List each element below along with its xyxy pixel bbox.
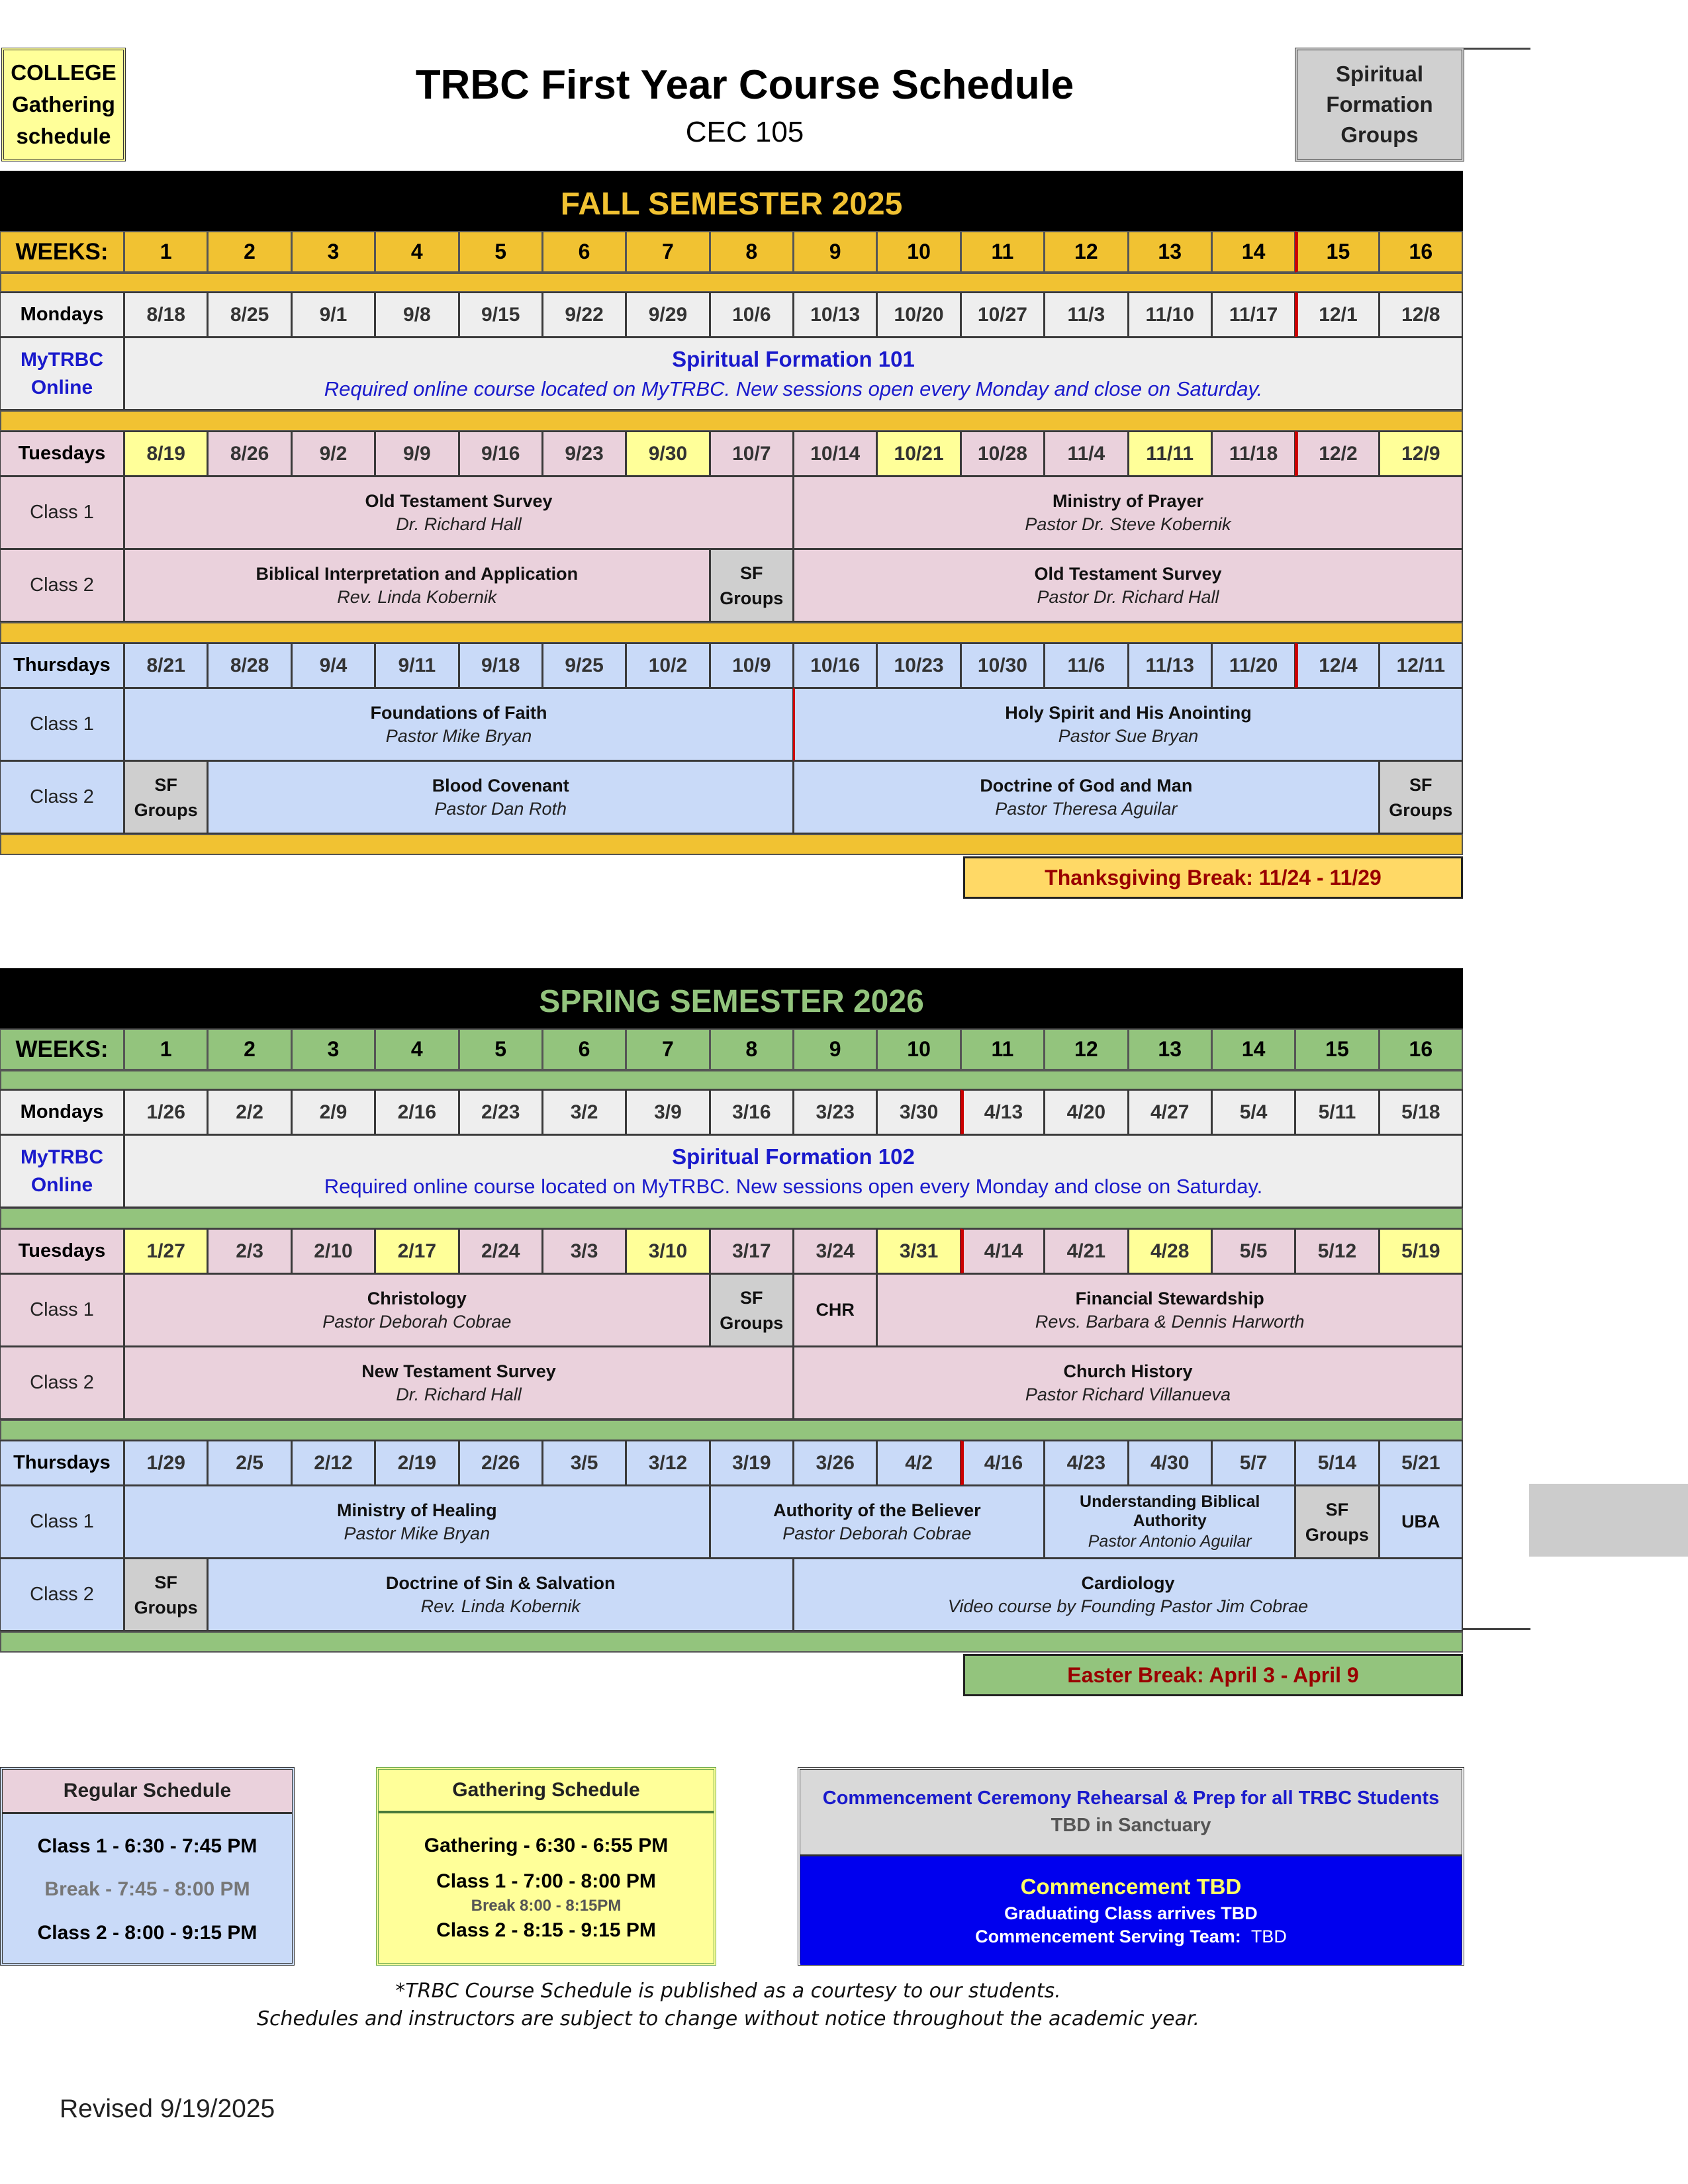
rehearsal-location: TBD in Sanctuary (1051, 1815, 1211, 1836)
sf-groups-cell (710, 549, 794, 622)
course-instructor: Pastor Antonio Aguilar (1088, 1532, 1252, 1551)
date-cell: 5/12 (1295, 1228, 1379, 1274)
course-instructor: Rev. Linda Kobernik (337, 586, 497, 607)
gathering-label: Gathering (12, 92, 115, 116)
date-cell: 2/5 (207, 1440, 291, 1486)
class2-label: Class 2 (0, 760, 124, 834)
course-cell (793, 1346, 1463, 1420)
course-cell (793, 688, 1463, 761)
course-cell (207, 1558, 794, 1631)
week-number: 1 (124, 231, 208, 273)
date-cell: 9/22 (542, 292, 626, 338)
course-instructor: Video course by Founding Pastor Jim Cobrae (947, 1596, 1309, 1616)
online-course-cell (124, 1134, 1463, 1208)
date-cell: 3/3 (542, 1228, 626, 1274)
groups-label: Groups (1340, 122, 1419, 147)
course-cell (793, 1273, 877, 1347)
course-cell (1379, 1485, 1463, 1559)
date-cell: 4/14 (961, 1228, 1045, 1274)
date-cell: 5/7 (1211, 1440, 1295, 1486)
spiritual-formation-groups-box (1295, 48, 1464, 161)
course-cell (124, 688, 794, 761)
date-cell: 11/3 (1044, 292, 1128, 338)
spring-weeks-row (0, 1029, 1463, 1070)
week-number: 6 (542, 231, 626, 273)
date-cell: 2/17 (375, 1228, 459, 1274)
sf-label: SF (154, 1572, 177, 1592)
date-cell: 9/18 (459, 643, 543, 688)
course-title: Old Testament Survey (1034, 563, 1222, 584)
revised-date: Revised 9/19/2025 (60, 2095, 275, 2123)
online-label: Online (30, 376, 93, 398)
date-cell: 12/1 (1295, 292, 1379, 338)
mondays-label: Mondays (0, 292, 124, 338)
date-cell: 11/18 (1211, 431, 1295, 477)
college-label: COLLEGE (11, 60, 117, 85)
date-cell: 2/24 (459, 1228, 543, 1274)
spring-rule (1463, 1628, 1530, 1630)
week-number: 3 (291, 231, 375, 273)
commencement-arrival: Graduating Class arrives TBD (1004, 1903, 1258, 1923)
online-course-desc: Required online course located on MyTRBC. New sessions open every Monday and close on Saturday. (324, 377, 1263, 400)
date-cell: 10/6 (710, 292, 794, 338)
spring-separator (0, 1420, 1463, 1441)
date-cell: 5/5 (1211, 1228, 1295, 1274)
date-cell: 12/2 (1295, 431, 1379, 477)
date-cell: 3/12 (626, 1440, 710, 1486)
course-title: Ministry of Prayer (1052, 490, 1204, 511)
course-cell (793, 476, 1463, 549)
date-cell: 5/14 (1295, 1440, 1379, 1486)
fall-separator (0, 410, 1463, 432)
groups-label: Groups (134, 1597, 198, 1617)
week-number: 12 (1044, 231, 1128, 273)
class2-label: Class 2 (0, 549, 124, 622)
date-cell: 2/10 (291, 1228, 375, 1274)
date-cell: 9/1 (291, 292, 375, 338)
class2-label: Class 2 (0, 1346, 124, 1420)
sf-groups-cell (124, 1558, 208, 1631)
course-instructor: Pastor Mike Bryan (344, 1523, 491, 1543)
thanksgiving-break-note: Thanksgiving Break: 11/24 - 11/29 (963, 856, 1463, 899)
date-cell: 11/10 (1128, 292, 1212, 338)
class1-label: Class 1 (0, 1273, 124, 1347)
date-cell: 4/13 (961, 1089, 1045, 1135)
regular-break-time: Break - 7:45 - 8:00 PM (44, 1878, 250, 1900)
sf-label: SF (1409, 774, 1432, 795)
date-cell: 1/27 (124, 1228, 208, 1274)
mytrbc-online-label (0, 1134, 124, 1208)
date-cell: 3/10 (626, 1228, 710, 1274)
week-number: 14 (1211, 231, 1295, 273)
date-cell: 8/18 (124, 292, 208, 338)
date-cell: 10/30 (961, 643, 1045, 688)
online-course-desc: Required online course located on MyTRBC. New sessions open every Monday and close on Saturday. (324, 1174, 1263, 1198)
fall-mondays-row (0, 293, 1463, 338)
spring-semester-title: SPRING SEMESTER 2026 (0, 968, 1463, 1029)
course-title: Understanding Biblical Authority (1080, 1492, 1260, 1530)
week-number: 11 (961, 1028, 1045, 1070)
date-cell: 3/16 (710, 1089, 794, 1135)
date-cell: 3/23 (793, 1089, 877, 1135)
date-cell: 10/14 (793, 431, 877, 477)
course-title: Christology (367, 1288, 467, 1308)
course-title: Blood Covenant (432, 775, 569, 796)
fall-thu-class2-row (0, 761, 1463, 834)
date-cell: 1/26 (124, 1089, 208, 1135)
fall-thursdays-row (0, 643, 1463, 688)
college-gathering-box (1, 48, 126, 161)
date-cell: 11/4 (1044, 431, 1128, 477)
fall-separator (0, 834, 1463, 855)
date-cell: 2/3 (207, 1228, 291, 1274)
thursdays-label: Thursdays (0, 643, 124, 688)
footnote-line1: *TRBC Course Schedule is published as a courtesy to our students. (395, 1979, 1061, 2003)
week-number: 8 (710, 231, 794, 273)
course-title: Church History (1063, 1361, 1193, 1381)
date-cell: 3/30 (876, 1089, 961, 1135)
groups-label: Groups (134, 799, 198, 820)
course-cell (124, 476, 794, 549)
date-cell: 8/21 (124, 643, 208, 688)
date-cell: 9/2 (291, 431, 375, 477)
weeks-label: WEEKS: (0, 1028, 124, 1070)
course-instructor: Pastor Richard Villanueva (1025, 1384, 1231, 1404)
footnote (199, 1976, 1258, 2035)
course-cell (124, 1346, 794, 1420)
gathering-schedule-box (376, 1767, 716, 1966)
date-cell: 2/12 (291, 1440, 375, 1486)
serving-value: TBD (1250, 1927, 1287, 1946)
class1-label: Class 1 (0, 688, 124, 761)
date-cell: 4/23 (1044, 1440, 1128, 1486)
course-title: Holy Spirit and His Anointing (1005, 702, 1252, 723)
regular-schedule-title: Regular Schedule (3, 1770, 292, 1814)
course-title: New Testament Survey (361, 1361, 556, 1381)
page-title: TRBC First Year Course Schedule (415, 62, 1074, 108)
course-instructor: Pastor Dr. Steve Kobernik (1025, 514, 1231, 534)
sf-groups-cell (710, 1273, 794, 1347)
week-number: 6 (542, 1028, 626, 1070)
date-cell: 9/30 (626, 431, 710, 477)
week-number: 16 (1379, 1028, 1463, 1070)
mytrbc-label: MyTRBC (21, 348, 103, 371)
spring-online-row (0, 1135, 1463, 1208)
mytrbc-label: MyTRBC (21, 1146, 103, 1168)
date-cell: 9/15 (459, 292, 543, 338)
course-title: UBA (1401, 1512, 1440, 1531)
schedule-label: schedule (16, 124, 111, 148)
fall-separator (0, 273, 1463, 293)
week-number: 10 (876, 231, 961, 273)
date-cell: 3/31 (876, 1228, 961, 1274)
date-cell: 9/23 (542, 431, 626, 477)
date-cell: 9/9 (375, 431, 459, 477)
commencement-details (800, 1856, 1462, 1965)
spring-separator (0, 1070, 1463, 1090)
spring-tuesdays-row (0, 1229, 1463, 1274)
date-cell: 3/5 (542, 1440, 626, 1486)
week-number: 4 (375, 1028, 459, 1070)
date-cell: 4/27 (1128, 1089, 1212, 1135)
date-cell: 10/23 (876, 643, 961, 688)
date-cell: 8/28 (207, 643, 291, 688)
sf-label: SF (1325, 1499, 1349, 1520)
sf-groups-cell (124, 760, 208, 834)
week-number: 7 (626, 1028, 710, 1070)
date-cell: 4/28 (1128, 1228, 1212, 1274)
mytrbc-online-label (0, 337, 124, 410)
spring-thu-class2-row (0, 1559, 1463, 1631)
header-rule (1464, 48, 1530, 50)
commencement-rehearsal (800, 1770, 1462, 1856)
course-instructor: Pastor Deborah Cobrae (782, 1523, 972, 1543)
course-instructor: Pastor Dan Roth (434, 798, 567, 819)
formation-label: Formation (1326, 92, 1433, 116)
date-cell: 5/11 (1295, 1089, 1379, 1135)
course-title: Cardiology (1081, 1572, 1175, 1593)
gathering-time: Gathering - 6:30 - 6:55 PM (424, 1835, 669, 1856)
fall-thu-class1-row (0, 688, 1463, 761)
footnote-line2: Schedules and instructors are subject to change without notice throughout the academic year. (256, 2007, 1200, 2030)
mondays-label: Mondays (0, 1089, 124, 1135)
date-cell: 10/28 (961, 431, 1045, 477)
course-title: Ministry of Healing (337, 1500, 497, 1520)
weeks-label: WEEKS: (0, 231, 124, 273)
fall-weeks-row (0, 232, 1463, 273)
date-cell: 5/19 (1379, 1228, 1463, 1274)
gathering-class1-time: Class 1 - 7:00 - 8:00 PM (436, 1870, 656, 1892)
course-cell (207, 760, 794, 834)
week-number: 2 (207, 1028, 291, 1070)
groups-label: Groups (1305, 1524, 1369, 1545)
course-instructor: Revs. Barbara & Dennis Harworth (1035, 1311, 1305, 1332)
date-cell: 2/26 (459, 1440, 543, 1486)
spring-mondays-row (0, 1090, 1463, 1135)
fall-tue-class2-row (0, 549, 1463, 622)
sf-label: SF (154, 774, 177, 795)
date-cell: 4/21 (1044, 1228, 1128, 1274)
commencement-box (798, 1767, 1464, 1966)
tuesdays-label: Tuesdays (0, 1228, 124, 1274)
spring-separator (0, 1208, 1463, 1229)
course-cell (124, 1485, 710, 1559)
commencement-serving (975, 1927, 1287, 1947)
date-cell: 3/24 (793, 1228, 877, 1274)
week-number: 16 (1379, 231, 1463, 273)
date-cell: 3/26 (793, 1440, 877, 1486)
course-instructor: Pastor Mike Bryan (385, 725, 532, 746)
course-title: Authority of the Believer (773, 1500, 981, 1520)
groups-label: Groups (1389, 799, 1453, 820)
spring-separator (0, 1631, 1463, 1653)
week-number: 13 (1128, 231, 1212, 273)
groups-label: Groups (720, 1312, 784, 1333)
week-number: 15 (1295, 1028, 1379, 1070)
course-title: Doctrine of Sin & Salvation (385, 1572, 616, 1593)
date-cell: 10/27 (961, 292, 1045, 338)
date-cell: 9/11 (375, 643, 459, 688)
sf-groups-cell (1379, 760, 1463, 834)
date-cell: 3/9 (626, 1089, 710, 1135)
date-cell: 9/4 (291, 643, 375, 688)
week-number: 4 (375, 231, 459, 273)
course-instructor: Dr. Richard Hall (396, 1384, 522, 1404)
regular-class2-time: Class 2 - 8:00 - 9:15 PM (37, 1921, 258, 1944)
fall-semester-title: FALL SEMESTER 2025 (0, 171, 1463, 232)
gathering-schedule-title: Gathering Schedule (379, 1770, 714, 1813)
date-cell: 12/8 (1379, 292, 1463, 338)
date-cell: 2/23 (459, 1089, 543, 1135)
date-cell: 9/8 (375, 292, 459, 338)
course-cell (793, 549, 1463, 622)
date-cell: 2/9 (291, 1089, 375, 1135)
date-cell: 10/2 (626, 643, 710, 688)
date-cell: 5/4 (1211, 1089, 1295, 1135)
date-cell: 11/17 (1211, 292, 1295, 338)
week-number: 15 (1295, 231, 1379, 273)
date-cell: 9/16 (459, 431, 543, 477)
class1-label: Class 1 (0, 1485, 124, 1559)
week-number: 13 (1128, 1028, 1212, 1070)
side-grey-block (1529, 1484, 1688, 1557)
gathering-schedule-times (379, 1813, 714, 1963)
date-cell: 11/20 (1211, 643, 1295, 688)
fall-tue-class1-row (0, 477, 1463, 549)
course-title: Old Testament Survey (365, 490, 553, 511)
online-course-title: Spiritual Formation 102 (672, 1144, 915, 1169)
course-cell (124, 549, 710, 622)
course-instructor: Pastor Deborah Cobrae (322, 1311, 512, 1332)
serving-label: Commencement Serving Team: (975, 1927, 1241, 1946)
date-cell: 12/4 (1295, 643, 1379, 688)
date-cell: 11/13 (1128, 643, 1212, 688)
date-cell: 12/11 (1379, 643, 1463, 688)
week-number: 10 (876, 1028, 961, 1070)
rehearsal-title: Commencement Ceremony Rehearsal & Prep for all TRBC Students (822, 1788, 1440, 1809)
course-instructor: Pastor Dr. Richard Hall (1037, 586, 1219, 607)
easter-break-note: Easter Break: April 3 - April 9 (963, 1654, 1463, 1696)
course-instructor: Pastor Theresa Aguilar (995, 798, 1178, 819)
sf-groups-cell (1295, 1485, 1379, 1559)
course-title: Financial Stewardship (1075, 1288, 1264, 1308)
date-cell: 8/26 (207, 431, 291, 477)
online-course-cell (124, 337, 1463, 410)
week-number: 7 (626, 231, 710, 273)
week-number: 12 (1044, 1028, 1128, 1070)
course-cell (1044, 1485, 1295, 1559)
course-cell (876, 1273, 1463, 1347)
spring-thursdays-row (0, 1441, 1463, 1486)
course-instructor: Pastor Sue Bryan (1058, 725, 1199, 746)
date-cell: 3/17 (710, 1228, 794, 1274)
page-subtitle: CEC 105 (685, 116, 804, 148)
thursdays-label: Thursdays (0, 1440, 124, 1486)
course-cell (793, 760, 1380, 834)
regular-schedule-box (0, 1767, 295, 1966)
week-number: 5 (459, 1028, 543, 1070)
date-cell: 4/16 (961, 1440, 1045, 1486)
date-cell: 3/2 (542, 1089, 626, 1135)
tuesdays-label: Tuesdays (0, 431, 124, 477)
week-number: 5 (459, 231, 543, 273)
date-cell: 8/25 (207, 292, 291, 338)
date-cell: 4/2 (876, 1440, 961, 1486)
course-cell (793, 1558, 1463, 1631)
course-instructor: Rev. Linda Kobernik (420, 1596, 581, 1616)
fall-separator (0, 622, 1463, 643)
date-cell: 12/9 (1379, 431, 1463, 477)
date-cell: 4/20 (1044, 1089, 1128, 1135)
sf-label: SF (740, 563, 763, 583)
spring-thu-class1-row (0, 1486, 1463, 1559)
course-title: CHR (816, 1300, 855, 1320)
date-cell: 10/21 (876, 431, 961, 477)
date-cell: 9/25 (542, 643, 626, 688)
date-cell: 8/19 (124, 431, 208, 477)
gathering-break-time: Break 8:00 - 8:15PM (471, 1897, 622, 1915)
course-cell (710, 1485, 1045, 1559)
fall-tuesdays-row (0, 432, 1463, 477)
date-cell: 10/20 (876, 292, 961, 338)
week-number: 3 (291, 1028, 375, 1070)
date-cell: 5/21 (1379, 1440, 1463, 1486)
week-number: 11 (961, 231, 1045, 273)
date-cell: 11/6 (1044, 643, 1128, 688)
date-cell: 2/19 (375, 1440, 459, 1486)
date-cell: 1/29 (124, 1440, 208, 1486)
date-cell: 10/7 (710, 431, 794, 477)
date-cell: 4/30 (1128, 1440, 1212, 1486)
date-cell: 5/18 (1379, 1089, 1463, 1135)
date-cell: 10/9 (710, 643, 794, 688)
groups-label: Groups (720, 588, 784, 608)
week-number: 8 (710, 1028, 794, 1070)
class1-label: Class 1 (0, 476, 124, 549)
date-cell: 10/13 (793, 292, 877, 338)
class2-label: Class 2 (0, 1558, 124, 1631)
date-cell: 2/16 (375, 1089, 459, 1135)
gathering-class2-time: Class 2 - 8:15 - 9:15 PM (436, 1919, 656, 1941)
spring-tue-class1-row (0, 1274, 1463, 1347)
spring-tue-class2-row (0, 1347, 1463, 1420)
fall-online-row (0, 338, 1463, 410)
date-cell: 9/29 (626, 292, 710, 338)
week-number: 2 (207, 231, 291, 273)
online-label: Online (30, 1173, 93, 1196)
week-number: 9 (793, 1028, 877, 1070)
regular-class1-time: Class 1 - 6:30 - 7:45 PM (37, 1835, 258, 1857)
course-title: Doctrine of God and Man (980, 775, 1193, 796)
week-number: 1 (124, 1028, 208, 1070)
week-number: 9 (793, 231, 877, 273)
date-cell: 11/11 (1128, 431, 1212, 477)
course-cell (124, 1273, 710, 1347)
spiritual-label: Spiritual (1335, 62, 1424, 86)
week-number: 14 (1211, 1028, 1295, 1070)
course-title: Foundations of Faith (370, 702, 547, 723)
online-course-title: Spiritual Formation 101 (672, 346, 915, 371)
sf-label: SF (740, 1287, 763, 1308)
regular-schedule-times (3, 1814, 292, 1965)
date-cell: 2/2 (207, 1089, 291, 1135)
commencement-title: Commencement TBD (1020, 1874, 1242, 1899)
course-title: Biblical Interpretation and Application (256, 563, 579, 584)
date-cell: 3/19 (710, 1440, 794, 1486)
date-cell: 10/16 (793, 643, 877, 688)
course-instructor: Dr. Richard Hall (396, 514, 522, 534)
